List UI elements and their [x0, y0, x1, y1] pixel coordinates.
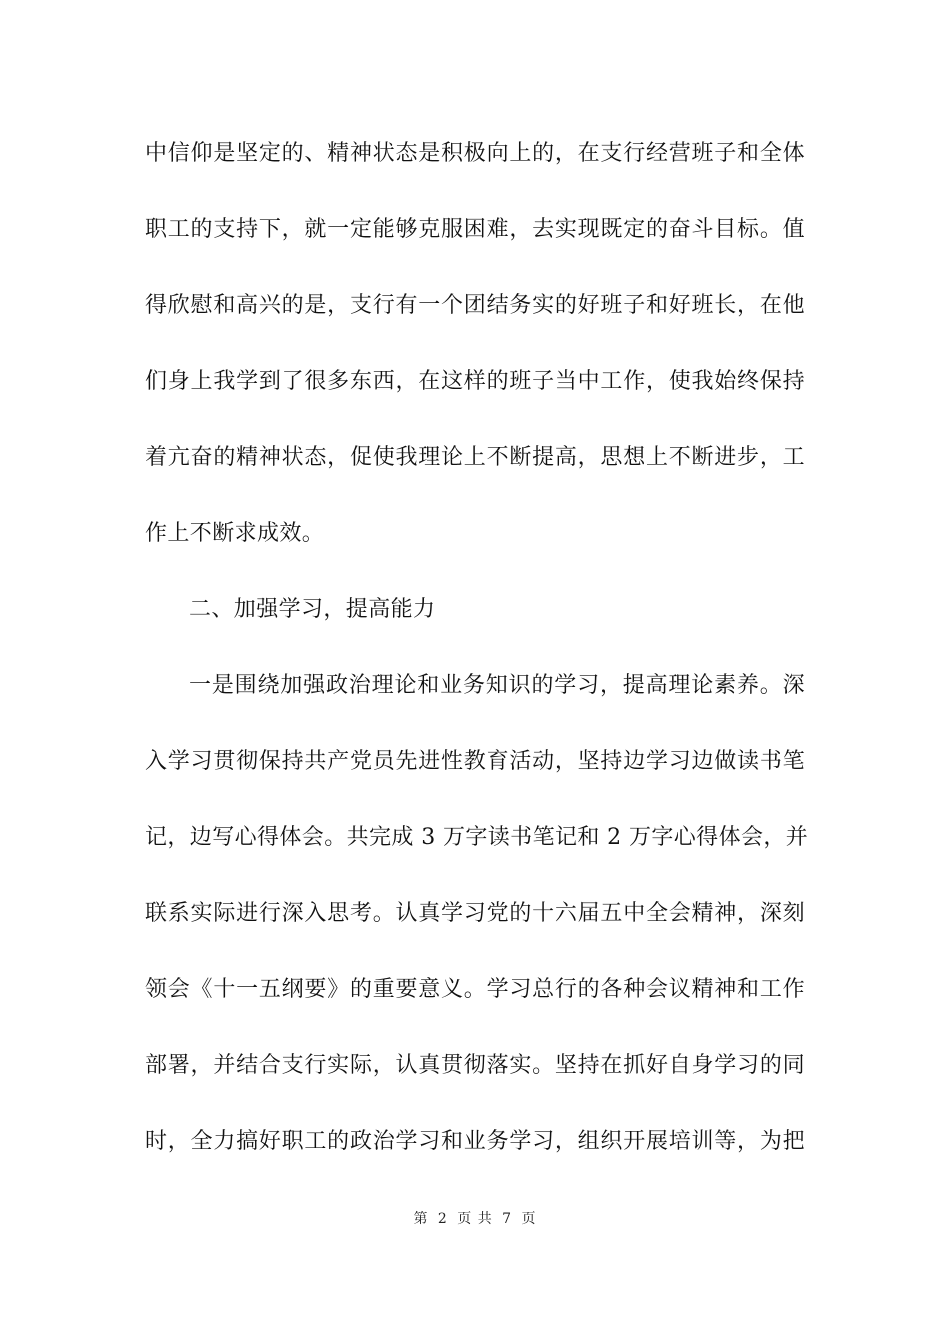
paragraph-line: 中信仰是坚定的、精神状态是积极向上的，在支行经营班子和全体 — [145, 141, 805, 166]
document-body — [145, 128, 809, 1192]
paragraph-line: 一是围绕加强政治理论和业务知识的学习，提高理论素养。深 — [189, 673, 805, 698]
footer-total-pages: 7 — [502, 1211, 513, 1227]
paragraph-line: 们身上我学到了很多东西，在这样的班子当中工作，使我始终保持 — [145, 369, 805, 394]
paragraph-line: 作上不断求成效。 — [145, 521, 325, 546]
paragraph-line: 记，边写心得体会。共完成 3 万字读书笔记和 2 万字心得体会，并 — [145, 825, 809, 850]
paragraph-line: 时，全力搞好职工的政治学习和业务学习，组织开展培训等，为把 — [145, 1129, 805, 1154]
paragraph-line: 联系实际进行深入思考。认真学习党的十六届五中全会精神，深刻 — [145, 901, 805, 926]
paragraph-line: 得欣慰和高兴的是，支行有一个团结务实的好班子和好班长，在他 — [145, 293, 805, 318]
section-heading: 二、加强学习，提高能力 — [189, 597, 436, 622]
paragraph-line: 入学习贯彻保持共产党员先进性教育活动，坚持边学习边做读书笔 — [145, 749, 805, 774]
paragraph-line: 部署，并结合支行实际，认真贯彻落实。坚持在抓好自身学习的同 — [145, 1053, 805, 1078]
page-footer — [0, 1208, 950, 1228]
paragraph-line: 领会《十一五纲要》的重要意义。学习总行的各种会议精神和工作 — [145, 977, 805, 1002]
paragraph-2 — [145, 660, 809, 1192]
paragraph-line: 职工的支持下，就一定能够克服困难，去实现既定的奋斗目标。值 — [145, 217, 805, 242]
footer-suffix: 页 — [521, 1211, 537, 1227]
paragraph-1 — [145, 128, 805, 584]
footer-current-page: 2 — [437, 1211, 448, 1227]
footer-middle: 页 共 — [457, 1211, 493, 1227]
paragraph-line: 着亢奋的精神状态，促使我理论上不断提高，思想上不断进步，工 — [145, 445, 805, 470]
footer-prefix: 第 — [413, 1211, 429, 1227]
